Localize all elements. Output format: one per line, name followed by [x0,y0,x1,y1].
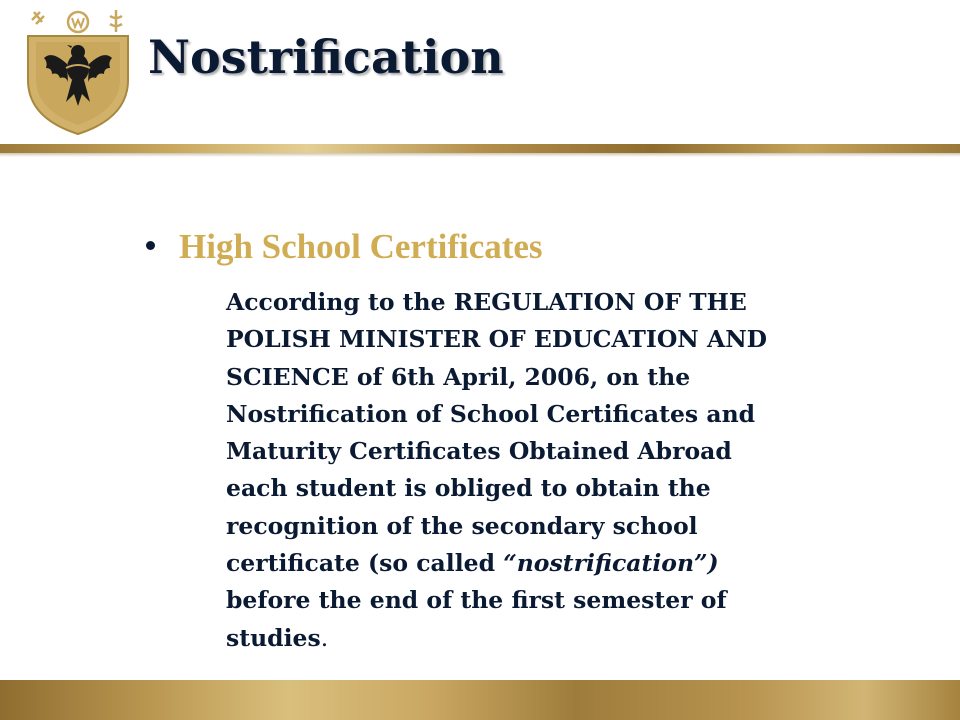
paragraph-period: . [320,623,329,652]
university-crest-icon [22,6,134,138]
paragraph-line: before the end of the first semester of [226,586,727,615]
regulation-paragraph [226,284,926,657]
bullet-heading-row [146,226,543,268]
top-gold-band [0,144,960,153]
paragraph-line-start: certificate (so called [226,549,504,578]
paragraph-line: recognition of the secondary school [226,511,698,540]
nostrification-term: “nostrification”) [503,549,719,578]
bottom-gold-band [0,680,960,720]
top-band-shadow [0,153,960,157]
slide-title: Nostrification [148,30,504,84]
paragraph-line: POLISH MINISTER OF EDUCATION AND [226,325,768,354]
paragraph-last-word: studies [226,623,321,652]
paragraph-line: Nostrification of School Certificates and [226,399,756,428]
crest-top-emblems [32,10,122,32]
paragraph-line: each student is obliged to obtain the [226,474,711,503]
paragraph-line [226,620,926,657]
bullet-heading: High School Certificates [179,227,543,266]
paragraph-line: SCIENCE of 6th April, 2006, on the [226,362,691,391]
paragraph-line: Maturity Certificates Obtained Abroad [226,437,732,466]
paragraph-line [226,545,926,582]
paragraph-line: According to the REGULATION OF THE [226,288,747,316]
bullet-dot-icon [146,241,155,250]
